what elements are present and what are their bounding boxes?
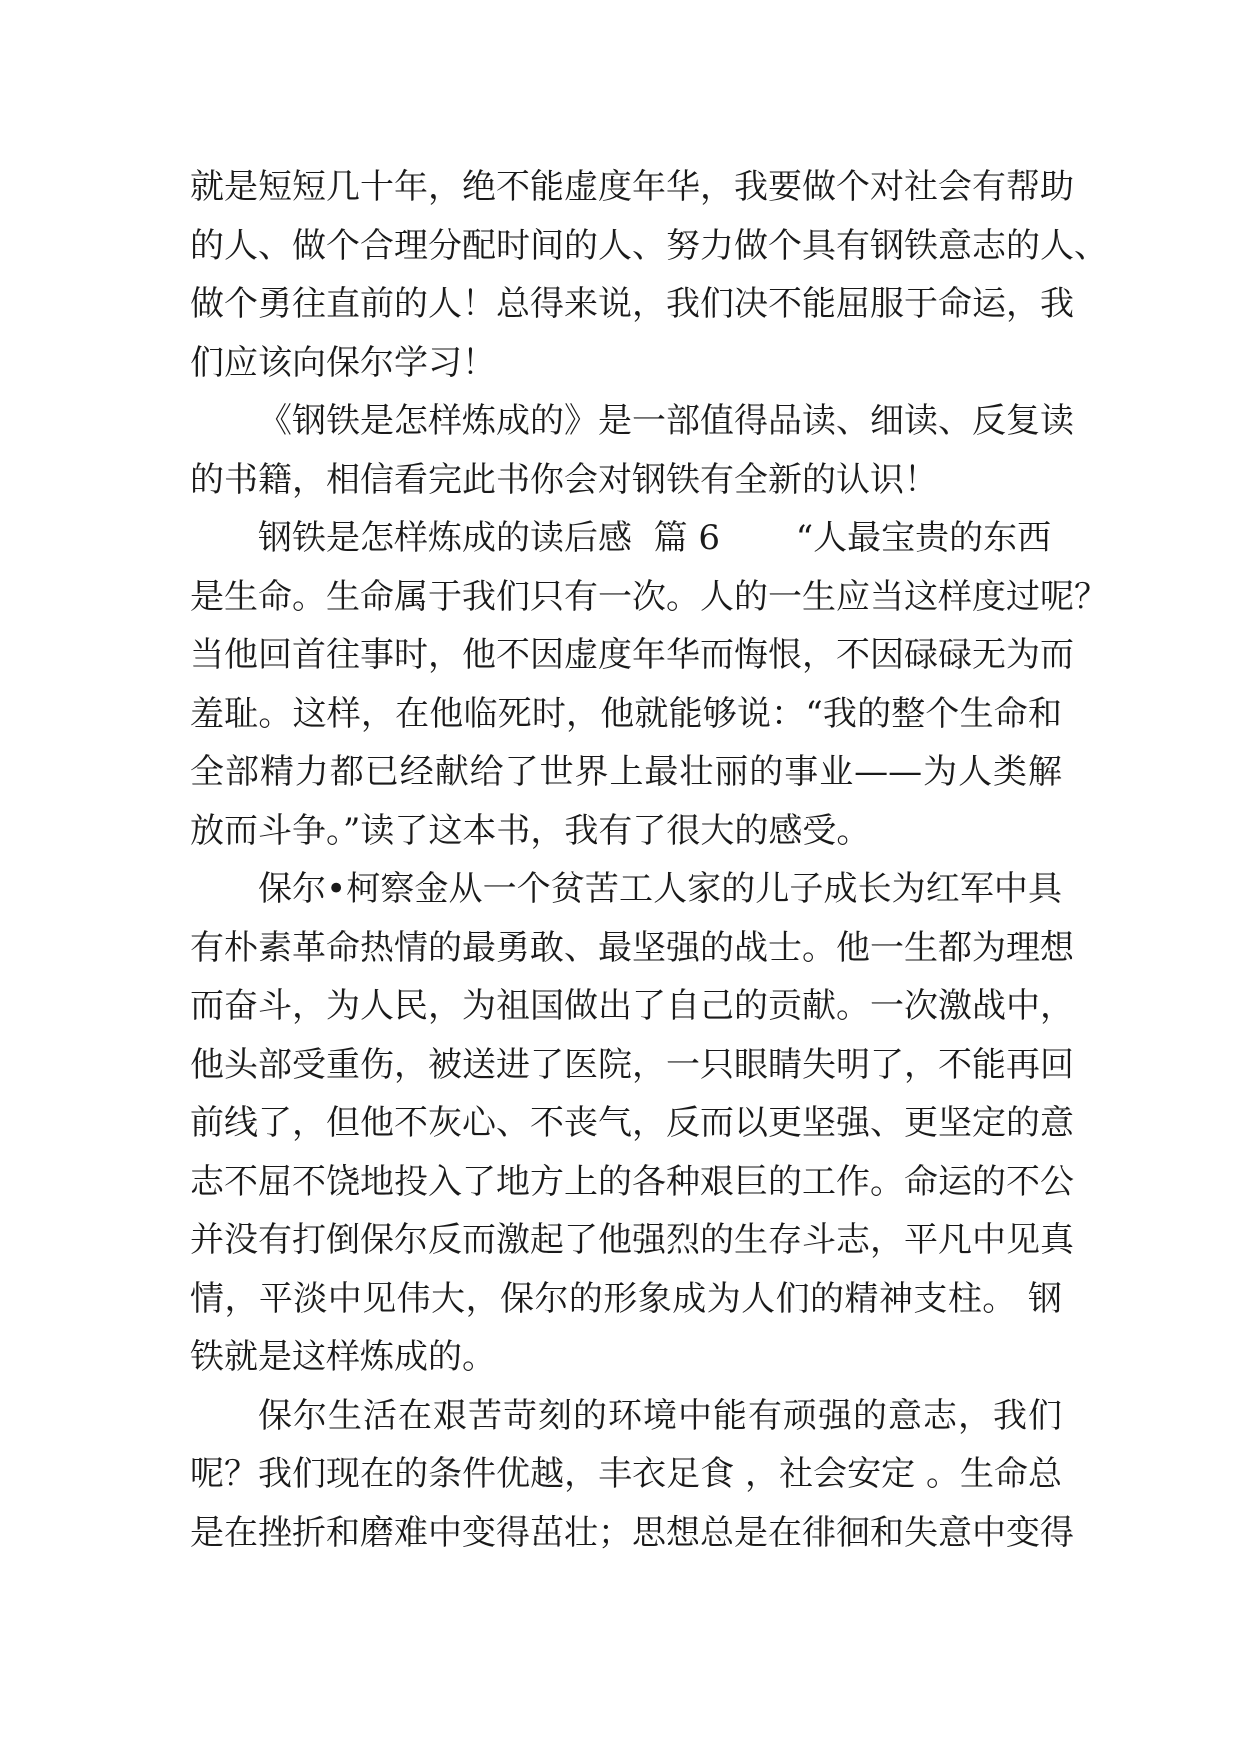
section-heading-line: 钢铁是怎样炼成的读后感 篇 6 “人最宝贵的东西 bbox=[258, 518, 1052, 558]
text-line: 前线了，但他不灰心、不丧气，反而以更坚强、更坚定的意 bbox=[190, 1103, 1074, 1143]
text-line: 就是短短几十年，绝不能虚度年华，我要做个对社会有帮助 bbox=[190, 167, 1074, 207]
text-line: 铁就是这样炼成的。 bbox=[190, 1337, 496, 1377]
text-line: 并没有打倒保尔反而激起了他强烈的生存斗志，平凡中见真 bbox=[190, 1220, 1074, 1260]
text-line: 全部精力都已经献给了世界上最壮丽的事业——为人类解 bbox=[190, 752, 1062, 792]
text-line: 有朴素革命热情的最勇敢、最坚强的战士。他一生都为理想 bbox=[190, 927, 1074, 968]
text-line: 《钢铁是怎样炼成的》是一部值得品读、细读、反复读 bbox=[258, 401, 1074, 441]
text-line: 们应该向保尔学习！ bbox=[190, 342, 496, 383]
text-line: 志不屈不饶地投入了地方上的各种艰巨的工作。命运的不公 bbox=[190, 1161, 1074, 1202]
text-line: 的人、做个合理分配时间的人、努力做个具有钢铁意志的人、 bbox=[190, 225, 1108, 266]
text-line: 是生命。生命属于我们只有一次。人的一生应当这样度过呢？ bbox=[190, 576, 1108, 617]
text-line: 羞耻。这样，在他临死时，他就能够说：“我的整个生命和 bbox=[190, 693, 1062, 734]
text-line: 的书籍，相信看完此书你会对钢铁有全新的认识！ bbox=[190, 459, 938, 500]
text-line: 情，平淡中见伟大，保尔的形象成为人们的精神支柱。 钢 bbox=[190, 1278, 1062, 1319]
text-line: 当他回首往事时，他不因虚度年华而悔恨，不因碌碌无为而 bbox=[190, 635, 1074, 675]
body-text bbox=[190, 158, 1108, 1562]
text-line: 保尔•柯察金从一个贫苦工人家的儿子成长为红军中具 bbox=[258, 869, 1062, 909]
text-line: 呢？我们现在的条件优越，丰衣足食 ，社会安定 。生命总 bbox=[190, 1454, 1062, 1494]
text-line: 保尔生活在艰苦苛刻的环境中能有顽强的意志，我们 bbox=[258, 1395, 1062, 1436]
text-line: 他头部受重伤，被送进了医院，一只眼睛失明了，不能再回 bbox=[190, 1044, 1074, 1085]
text-line: 而奋斗，为人民，为祖国做出了自己的贡献。一次激战中， bbox=[190, 986, 1074, 1026]
text-line: 是在挫折和磨难中变得茁壮；思想总是在徘徊和失意中变得 bbox=[190, 1512, 1074, 1553]
text-line: 做个勇往直前的人！总得来说，我们决不能屈服于命运，我 bbox=[190, 284, 1074, 324]
text-line: 放而斗争。”读了这本书，我有了很大的感受。 bbox=[190, 810, 871, 851]
